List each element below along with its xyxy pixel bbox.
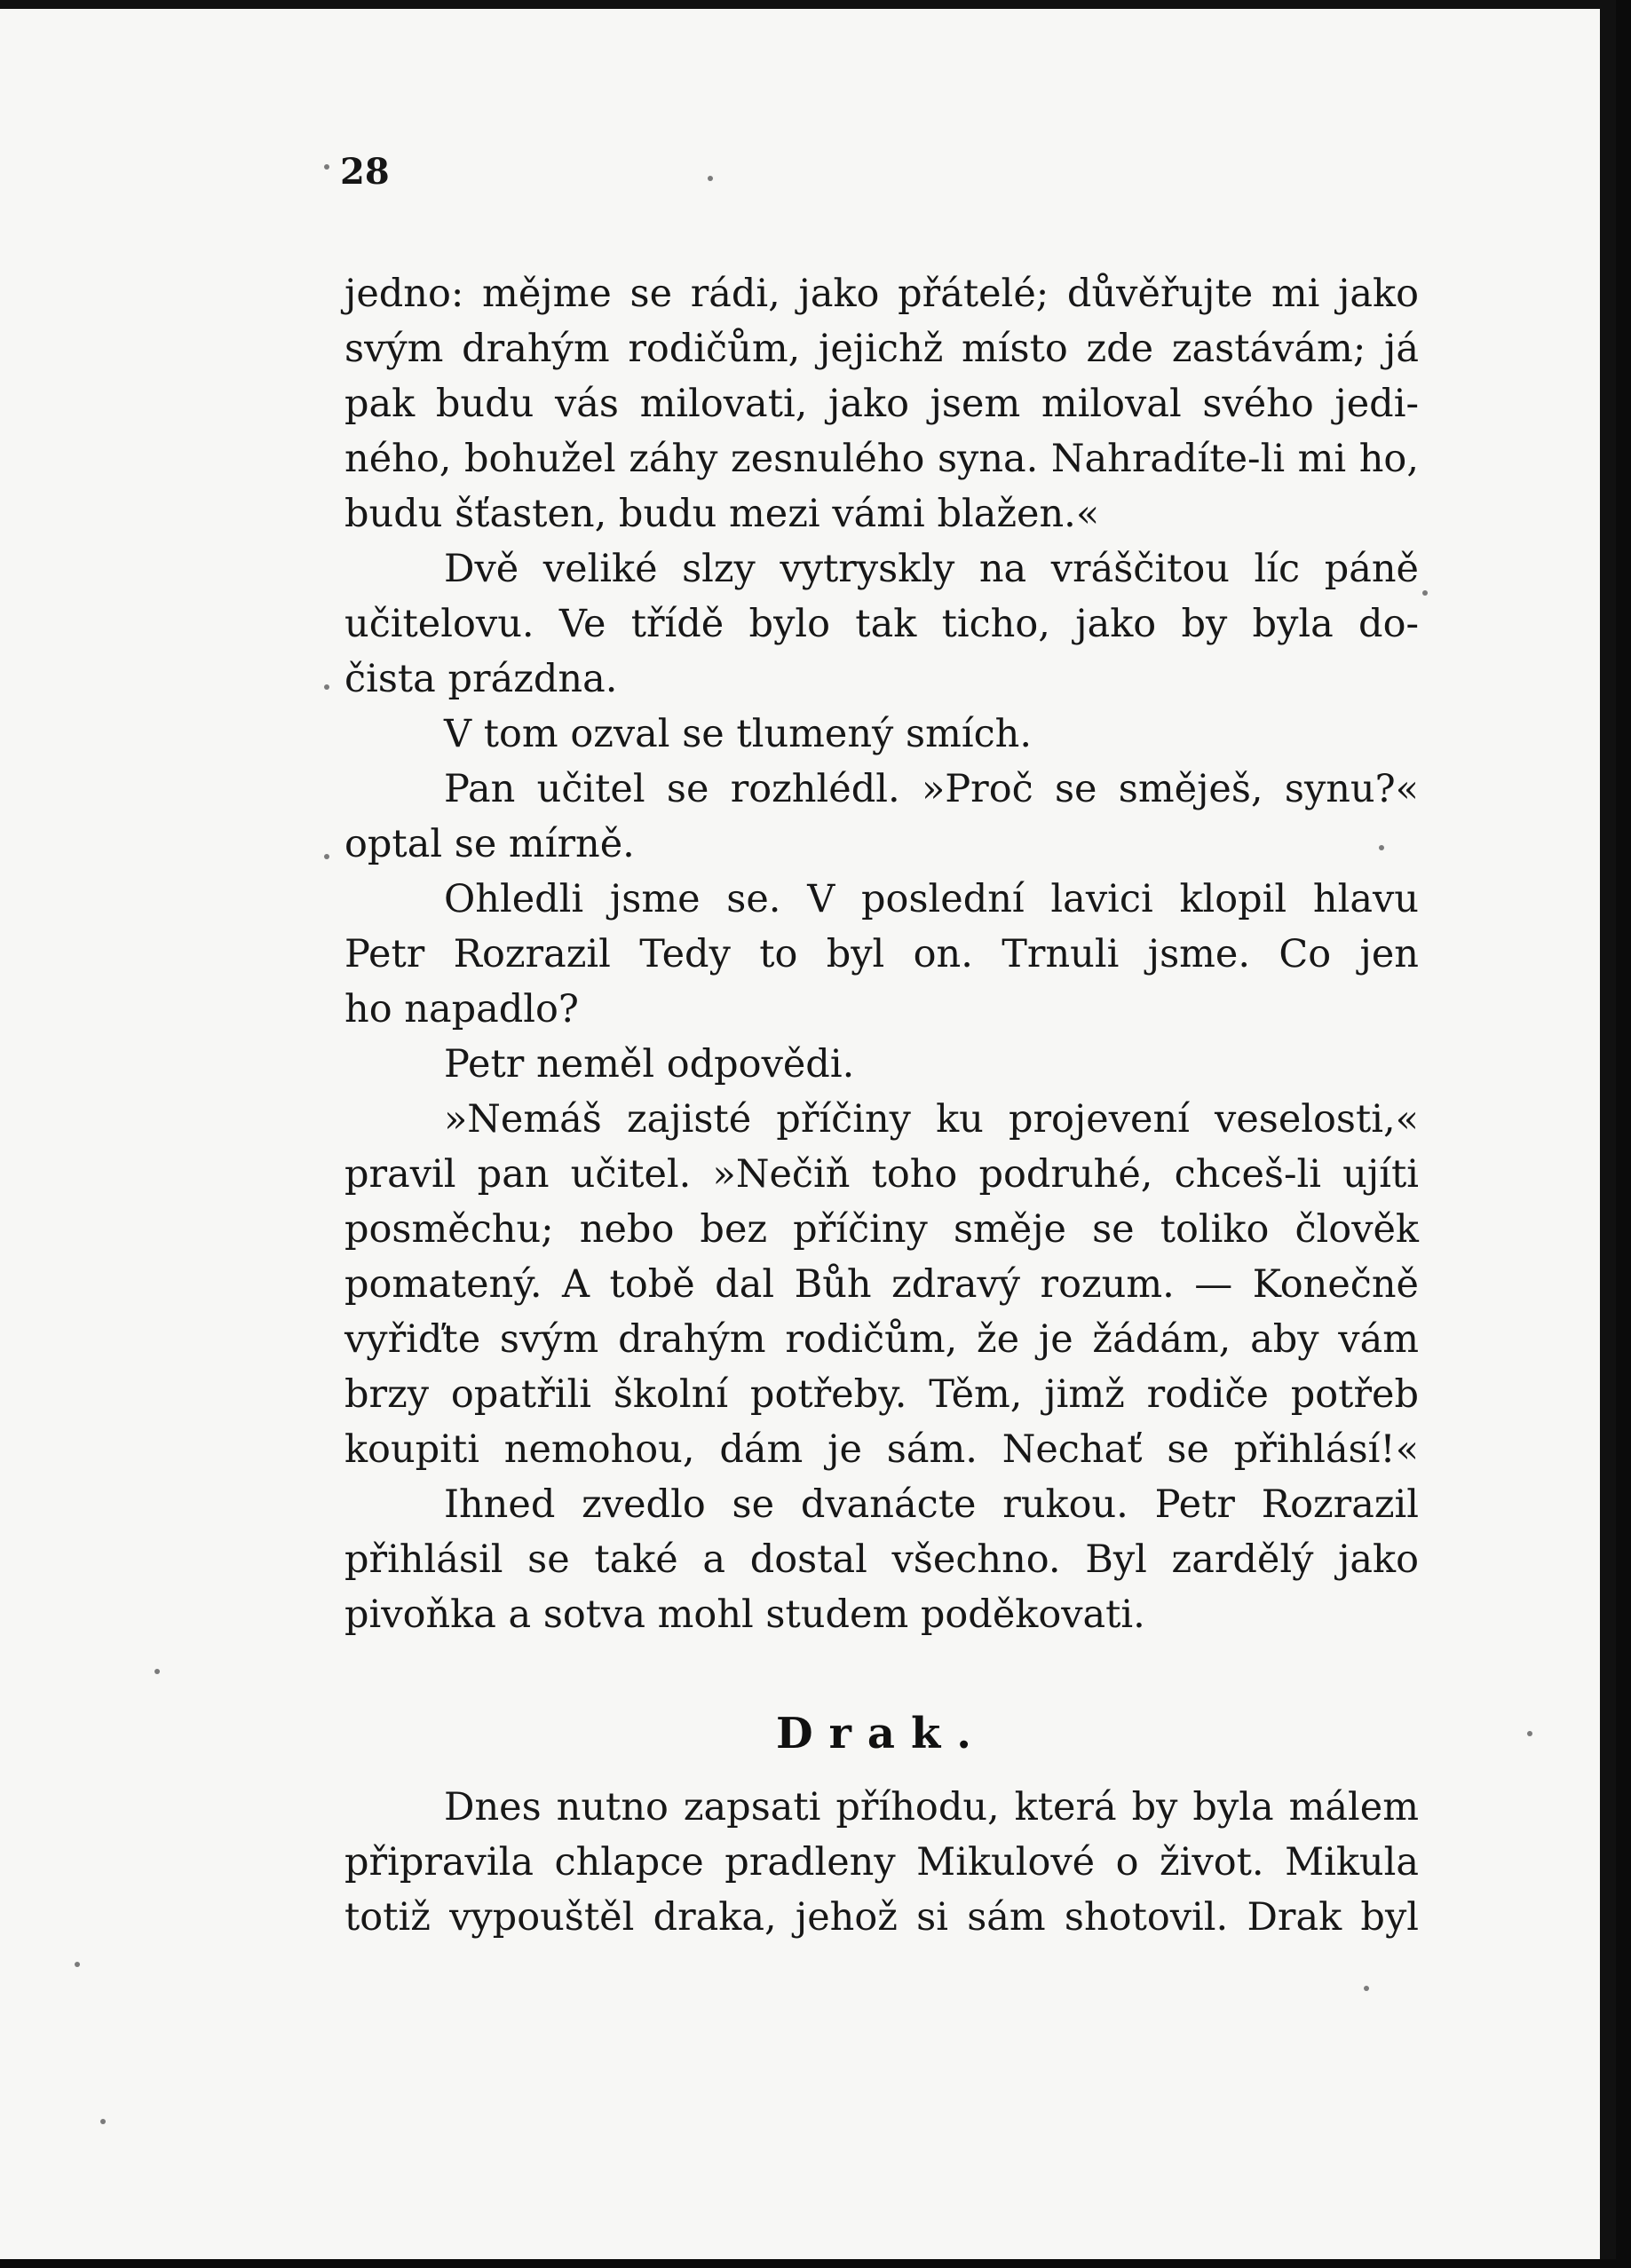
text-line: připravila chlapce pradleny Mikulové o život. Mikula xyxy=(344,1840,1419,1885)
page-speck xyxy=(708,176,713,181)
text-line: posměchu; nebo bez příčiny směje se toliko člověk xyxy=(344,1207,1419,1252)
text-line: Petr Rozrazil Tedy to byl on. Trnuli jsme. Co jen xyxy=(344,932,1419,976)
text-line: svým drahým rodičům, jejichž místo zde zastávám; já xyxy=(344,327,1419,371)
text-line: Pan učitel se rozhlédl. »Proč se směješ, synu?« xyxy=(444,767,1419,811)
text-line: Dvě veliké slzy vytryskly na vráščitou líc páně xyxy=(444,547,1419,591)
page-speck xyxy=(154,1669,160,1674)
text-line: pak budu vás milovati, jako jsem miloval svého jedi- xyxy=(344,382,1419,426)
section-heading: Drak. xyxy=(776,1709,987,1758)
text-line: »Nemáš zajisté příčiny ku projevení veselosti,« xyxy=(444,1097,1419,1142)
text-line: Ohledli jsme se. V poslední lavici klopil hlavu xyxy=(444,877,1419,921)
text-line: pravil pan učitel. »Nečiň toho podruhé, chceš-li ujíti xyxy=(344,1152,1419,1197)
text-line: brzy opatřili školní potřeby. Těm, jimž rodiče potřeb xyxy=(344,1372,1419,1417)
text-line: totiž vypouštěl draka, jehož si sám shotovil. Drak byl xyxy=(344,1895,1419,1940)
text-line: přihlásil se také a dostal všechno. Byl zardělý jako xyxy=(344,1537,1419,1582)
page-speck xyxy=(324,164,329,170)
page-speck xyxy=(75,1962,80,1967)
text-line: Dnes nutno zapsati příhodu, která by byla málem xyxy=(444,1785,1419,1829)
text-line: Ihned zvedlo se dvanácte rukou. Petr Rozrazil xyxy=(444,1482,1419,1527)
page-speck xyxy=(324,684,329,690)
text-line: čista prázdna. xyxy=(344,657,618,701)
page-speck xyxy=(324,854,329,859)
text-line: koupiti nemohou, dám je sám. Nechať se přihlásí!« xyxy=(344,1427,1419,1472)
page-speck xyxy=(1422,590,1428,596)
text-line: V tom ozval se tlumený smích. xyxy=(444,712,1033,756)
text-line: pivoňka a sotva mohl studem poděkovati. xyxy=(344,1592,1145,1637)
text-line: ného, bohužel záhy zesnulého syna. Nahradíte-li mi ho, xyxy=(344,437,1419,481)
page-number: 28 xyxy=(340,151,390,193)
page-speck xyxy=(1364,1986,1369,1991)
text-line: ho napadlo? xyxy=(344,987,579,1031)
page-speck xyxy=(1379,845,1384,850)
text-line: optal se mírně. xyxy=(344,822,635,866)
text-line: vyřiďte svým drahým rodičům, že je žádám, aby vám xyxy=(344,1317,1419,1362)
text-line: budu šťasten, budu mezi vámi blažen.« xyxy=(344,492,1100,536)
page-speck xyxy=(1527,1731,1532,1736)
section-text xyxy=(344,1780,1419,1945)
text-line: učitelovu. Ve třídě bylo tak ticho, jako by byla do- xyxy=(344,602,1419,646)
page-speck xyxy=(100,2119,106,2124)
text-line: jedno: mějme se rádi, jako přátelé; důvěřujte mi jako xyxy=(344,272,1419,316)
text-line: Petr neměl odpovědi. xyxy=(444,1042,855,1087)
body-text xyxy=(344,266,1419,1642)
text-line: pomatený. A tobě dal Bůh zdravý rozum. — Konečně xyxy=(344,1262,1419,1307)
